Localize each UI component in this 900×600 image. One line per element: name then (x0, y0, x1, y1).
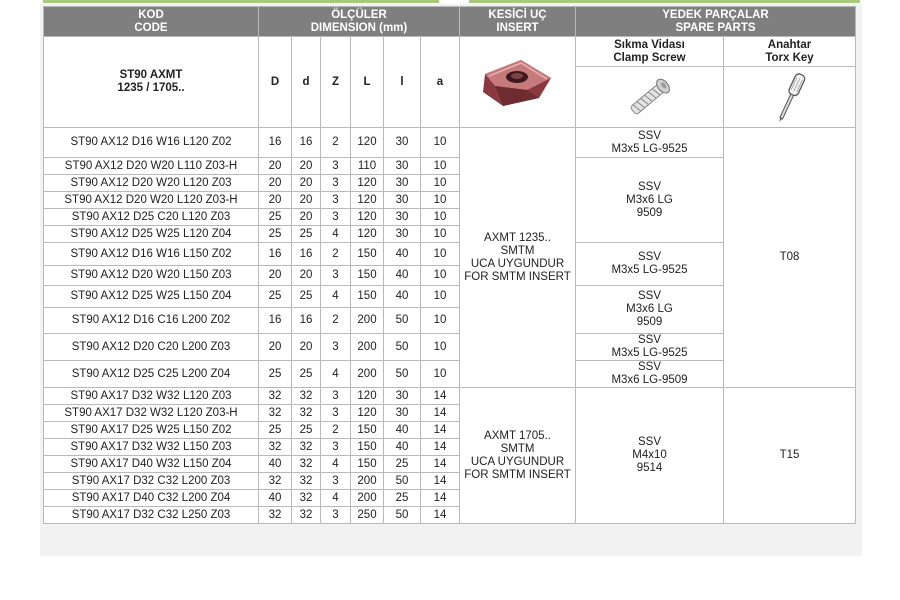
clamp-screw-title: Sıkma Vidası (614, 38, 685, 51)
torx-key-subtitle: Torx Key (765, 51, 814, 64)
dim-value-d: 25 (292, 286, 321, 308)
dim-value-L: 120 (351, 388, 384, 405)
dim-value-Z: 3 (321, 175, 351, 192)
dim-value-D: 16 (259, 128, 292, 158)
clamp-screw-spec: SSV M3x5 LG-9525 (576, 334, 724, 361)
insert-image-cell (460, 37, 576, 128)
dim-value-l: 30 (384, 128, 421, 158)
dim-value-D: 32 (259, 473, 292, 490)
dim-value-l: 50 (384, 361, 421, 388)
dim-value-a: 10 (421, 361, 460, 388)
dim-value-a: 10 (421, 243, 460, 266)
dim-value-a: 14 (421, 405, 460, 422)
tool-code: ST90 AX12 D25 C25 L200 Z04 (44, 361, 259, 388)
dim-value-d: 32 (292, 490, 321, 507)
dim-value-L: 110 (351, 158, 384, 175)
dim-value-l: 50 (384, 308, 421, 334)
code-header-subtitle: CODE (134, 21, 168, 34)
dim-value-l: 50 (384, 334, 421, 361)
clamp-screw-spec: SSV M3x6 LG 9509 (576, 158, 724, 243)
dim-value-Z: 3 (321, 334, 351, 361)
table-row (44, 128, 856, 158)
tool-code: ST90 AX12 D25 C20 L120 Z03 (44, 209, 259, 226)
dim-value-Z: 2 (321, 243, 351, 266)
dim-value-Z: 2 (321, 422, 351, 439)
dim-value-L: 150 (351, 286, 384, 308)
dim-value-Z: 3 (321, 473, 351, 490)
dim-value-l: 30 (384, 405, 421, 422)
dim-value-a: 10 (421, 334, 460, 361)
dim-value-d: 32 (292, 473, 321, 490)
torx-key-header (724, 37, 856, 67)
dim-value-d: 25 (292, 422, 321, 439)
torx-key-icon (765, 68, 815, 126)
dim-value-L: 150 (351, 266, 384, 286)
dim-value-d: 32 (292, 388, 321, 405)
torx-key-spec: T15 (724, 388, 856, 524)
dim-value-Z: 3 (321, 388, 351, 405)
clamp-screw-spec: SSV M3x5 LG-9525 (576, 243, 724, 286)
dim-value-L: 120 (351, 128, 384, 158)
tool-code: ST90 AX12 D20 W20 L150 Z03 (44, 266, 259, 286)
dim-value-a: 14 (421, 507, 460, 524)
dim-value-l: 40 (384, 422, 421, 439)
tool-code: ST90 AX17 D32 W32 L120 Z03 (44, 388, 259, 405)
tool-code: ST90 AX17 D25 W25 L150 Z02 (44, 422, 259, 439)
dim-value-Z: 2 (321, 128, 351, 158)
dim-value-Z: 3 (321, 209, 351, 226)
clamp-screw-header (576, 37, 724, 67)
dim-value-d: 20 (292, 266, 321, 286)
insert-header-subtitle: INSERT (496, 21, 539, 34)
dim-value-a: 10 (421, 158, 460, 175)
dim-value-a: 14 (421, 388, 460, 405)
dim-value-d: 20 (292, 334, 321, 361)
dim-value-l: 50 (384, 473, 421, 490)
dim-value-a: 10 (421, 286, 460, 308)
header-row (44, 7, 856, 37)
dim-value-Z: 4 (321, 361, 351, 388)
torx-key-title: Anahtar (767, 38, 812, 51)
spec-table (43, 6, 856, 524)
series-code-cell (44, 37, 259, 128)
insert-icon (479, 52, 557, 112)
dim-col-a: a (421, 37, 460, 128)
dim-value-d: 32 (292, 456, 321, 473)
clamp-screw-spec: SSV M4x10 9514 (576, 388, 724, 524)
dim-value-L: 200 (351, 490, 384, 507)
dim-value-L: 250 (351, 507, 384, 524)
tool-code: ST90 AX12 D25 W25 L120 Z04 (44, 226, 259, 243)
dim-value-l: 30 (384, 158, 421, 175)
dim-value-L: 150 (351, 243, 384, 266)
dim-value-Z: 3 (321, 405, 351, 422)
dim-value-D: 32 (259, 507, 292, 524)
dim-value-d: 16 (292, 128, 321, 158)
dim-col-l: l (384, 37, 421, 128)
dim-value-a: 14 (421, 490, 460, 507)
dim-value-D: 32 (259, 388, 292, 405)
code-header (44, 7, 259, 37)
code-header-title: KOD (138, 8, 164, 21)
dim-value-L: 120 (351, 175, 384, 192)
dim-value-D: 32 (259, 439, 292, 456)
dim-value-l: 50 (384, 507, 421, 524)
dim-value-L: 150 (351, 439, 384, 456)
dim-col-d: d (292, 37, 321, 128)
dim-value-a: 10 (421, 192, 460, 209)
subheader-row (44, 37, 856, 67)
dim-value-D: 20 (259, 158, 292, 175)
tool-code: ST90 AX12 D20 W20 L110 Z03-H (44, 158, 259, 175)
tool-code: ST90 AX12 D20 W20 L120 Z03-H (44, 192, 259, 209)
table-row (44, 388, 856, 405)
dim-col-L: L (351, 37, 384, 128)
tool-code: ST90 AX12 D20 C20 L200 Z03 (44, 334, 259, 361)
dim-value-d: 16 (292, 243, 321, 266)
dim-value-a: 10 (421, 175, 460, 192)
dim-value-Z: 3 (321, 266, 351, 286)
dim-value-d: 16 (292, 308, 321, 334)
dim-value-D: 32 (259, 405, 292, 422)
dimension-header-subtitle: DIMENSION (mm) (310, 21, 408, 34)
dim-value-l: 30 (384, 226, 421, 243)
dim-value-L: 120 (351, 226, 384, 243)
dim-value-Z: 4 (321, 286, 351, 308)
dim-value-L: 150 (351, 456, 384, 473)
series-code: ST90 AXMT (119, 69, 183, 81)
dim-col-Z: Z (321, 37, 351, 128)
dimension-header (259, 7, 460, 37)
dim-value-D: 40 (259, 490, 292, 507)
clamp-screw-spec: SSV M3x6 LG 9509 (576, 286, 724, 334)
tool-code: ST90 AX17 D40 C32 L200 Z04 (44, 490, 259, 507)
series-sizes: 1235 / 1705.. (117, 82, 185, 94)
dim-value-d: 32 (292, 405, 321, 422)
dim-value-l: 30 (384, 388, 421, 405)
tool-code: ST90 AX12 D20 W20 L120 Z03 (44, 175, 259, 192)
dim-value-L: 200 (351, 473, 384, 490)
dim-value-d: 32 (292, 507, 321, 524)
dim-value-l: 40 (384, 266, 421, 286)
tool-code: ST90 AX12 D25 W25 L150 Z04 (44, 286, 259, 308)
dim-value-D: 40 (259, 456, 292, 473)
dim-value-d: 32 (292, 439, 321, 456)
clamp-screw-spec: SSV M3x6 LG-9509 (576, 361, 724, 388)
dim-value-d: 20 (292, 175, 321, 192)
dim-value-L: 120 (351, 192, 384, 209)
dim-value-a: 14 (421, 473, 460, 490)
dim-value-D: 20 (259, 175, 292, 192)
dim-value-D: 20 (259, 266, 292, 286)
accent-line-right (469, 0, 860, 3)
dim-value-d: 25 (292, 361, 321, 388)
dim-value-L: 150 (351, 422, 384, 439)
dim-value-a: 10 (421, 226, 460, 243)
dim-value-D: 20 (259, 334, 292, 361)
dim-value-d: 25 (292, 226, 321, 243)
dim-value-d: 20 (292, 192, 321, 209)
insert-header (460, 7, 576, 37)
dim-value-Z: 3 (321, 158, 351, 175)
dim-value-D: 16 (259, 308, 292, 334)
dim-value-d: 20 (292, 209, 321, 226)
dim-value-l: 30 (384, 175, 421, 192)
dim-value-l: 30 (384, 192, 421, 209)
dim-value-a: 14 (421, 439, 460, 456)
tool-code: ST90 AX17 D32 C32 L250 Z03 (44, 507, 259, 524)
dim-value-l: 30 (384, 209, 421, 226)
dim-value-a: 14 (421, 422, 460, 439)
dim-value-l: 40 (384, 286, 421, 308)
insert-header-title: KESİCİ UÇ (488, 8, 547, 21)
dim-value-l: 40 (384, 439, 421, 456)
tool-code: ST90 AX12 D16 W16 L120 Z02 (44, 128, 259, 158)
dim-value-l: 25 (384, 456, 421, 473)
dim-value-l: 40 (384, 243, 421, 266)
accent-line-left (43, 0, 439, 3)
dimension-header-title: ÖLÇÜLER (331, 8, 387, 21)
dim-value-Z: 3 (321, 439, 351, 456)
dim-value-L: 200 (351, 361, 384, 388)
dim-value-D: 16 (259, 243, 292, 266)
dim-value-l: 25 (384, 490, 421, 507)
spare-parts-header-subtitle: SPARE PARTS (675, 21, 756, 34)
tool-code: ST90 AX17 D32 C32 L200 Z03 (44, 473, 259, 490)
dim-value-a: 10 (421, 308, 460, 334)
dim-value-Z: 3 (321, 192, 351, 209)
tool-code: ST90 AX17 D32 W32 L120 Z03-H (44, 405, 259, 422)
torx-key-spec: T08 (724, 128, 856, 388)
dim-value-D: 25 (259, 286, 292, 308)
dim-value-D: 25 (259, 209, 292, 226)
clamp-screw-subtitle: Clamp Screw (613, 51, 686, 64)
dim-value-L: 200 (351, 308, 384, 334)
insert-compatibility: AXMT 1235.. SMTM UCA UYGUNDUR FOR SMTM INSERT (460, 128, 576, 388)
clamp-screw-spec: SSV M3x5 LG-9525 (576, 128, 724, 158)
dim-value-Z: 4 (321, 226, 351, 243)
clamp-screw-image-cell (576, 67, 724, 128)
dim-value-a: 10 (421, 209, 460, 226)
dim-value-L: 120 (351, 209, 384, 226)
tool-code: ST90 AX12 D16 W16 L150 Z02 (44, 243, 259, 266)
dim-value-Z: 3 (321, 507, 351, 524)
tool-code: ST90 AX17 D40 W32 L150 Z04 (44, 456, 259, 473)
dim-value-a: 10 (421, 266, 460, 286)
dim-value-Z: 4 (321, 456, 351, 473)
spare-parts-header-title: YEDEK PARÇALAR (662, 8, 769, 21)
dim-value-D: 25 (259, 226, 292, 243)
dim-value-L: 120 (351, 405, 384, 422)
dim-value-a: 14 (421, 456, 460, 473)
dim-value-D: 25 (259, 422, 292, 439)
clamp-screw-icon (620, 70, 680, 124)
dim-col-D: D (259, 37, 292, 128)
tool-code: ST90 AX17 D32 W32 L150 Z03 (44, 439, 259, 456)
dim-value-D: 25 (259, 361, 292, 388)
insert-compatibility: AXMT 1705.. SMTM UCA UYGUNDUR FOR SMTM INSERT (460, 388, 576, 524)
spare-parts-header (576, 7, 856, 37)
dim-value-D: 20 (259, 192, 292, 209)
torx-key-image-cell (724, 67, 856, 128)
tool-code: ST90 AX12 D16 C16 L200 Z02 (44, 308, 259, 334)
dim-value-Z: 2 (321, 308, 351, 334)
dim-value-Z: 4 (321, 490, 351, 507)
dim-value-a: 10 (421, 128, 460, 158)
dim-value-L: 200 (351, 334, 384, 361)
dim-value-d: 20 (292, 158, 321, 175)
